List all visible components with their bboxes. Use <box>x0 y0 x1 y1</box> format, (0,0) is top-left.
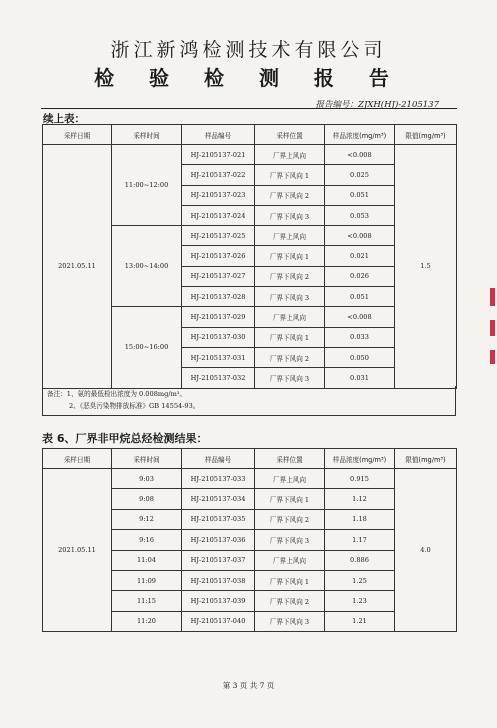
position-cell: 厂界下风向 1 <box>255 165 325 185</box>
concentration-cell: 0.886 <box>325 550 395 570</box>
sample-id-cell: HJ-2105137-027 <box>182 266 255 286</box>
position-cell: 厂界下风向 1 <box>255 489 325 509</box>
sample-id-cell: HJ-2105137-025 <box>182 226 255 246</box>
position-cell: 厂界下风向 2 <box>255 347 325 367</box>
sample-id-cell: HJ-2105137-031 <box>182 347 255 367</box>
ammonia-table <box>42 124 457 389</box>
position-cell: 厂界下风向 2 <box>255 591 325 611</box>
seal-fragment <box>490 350 495 364</box>
position-cell: 厂界上风向 <box>255 307 325 327</box>
sample-id-cell: HJ-2105137-032 <box>182 368 255 388</box>
position-cell: 厂界上风向 <box>255 226 325 246</box>
seal-fragment <box>490 320 495 336</box>
concentration-cell: <0.008 <box>325 307 395 327</box>
position-cell: 厂界下风向 1 <box>255 246 325 266</box>
limit-cell: 4.0 <box>395 469 457 632</box>
concentration-cell: 0.033 <box>325 327 395 347</box>
header-date: 采样日期 <box>43 125 112 145</box>
concentration-cell: 1.12 <box>325 489 395 509</box>
sample-time-cell: 11:04 <box>112 550 182 570</box>
nmhc-table <box>42 448 457 632</box>
concentration-cell: 0.051 <box>325 185 395 205</box>
sample-id-cell: HJ-2105137-030 <box>182 327 255 347</box>
header-sample-id: 样品编号 <box>182 125 255 145</box>
concentration-cell: 0.021 <box>325 246 395 266</box>
sample-id-cell: HJ-2105137-035 <box>182 509 255 529</box>
header-limit: 限值(mg/m³) <box>395 125 457 145</box>
header-time: 采样时间 <box>112 449 182 469</box>
sample-time-cell: 11:15 <box>112 591 182 611</box>
report-title: 检 验 检 测 报 告 <box>94 66 403 90</box>
position-cell: 厂界下风向 2 <box>255 509 325 529</box>
sample-id-cell: HJ-2105137-021 <box>182 145 255 165</box>
sample-time-cell: 9:12 <box>112 509 182 529</box>
position-cell: 厂界下风向 1 <box>255 570 325 590</box>
sample-id-cell: HJ-2105137-034 <box>182 489 255 509</box>
header-concentration: 样品浓度(mg/m³) <box>325 449 395 469</box>
sample-time-cell: 11:20 <box>112 611 182 631</box>
table-row <box>43 145 457 165</box>
sample-time-cell: 15:00~16:00 <box>112 307 182 388</box>
sample-time-cell: 11:00~12:00 <box>112 145 182 226</box>
sample-id-cell: HJ-2105137-026 <box>182 246 255 266</box>
sample-time-cell: 9:03 <box>112 469 182 489</box>
note-line: 备注：1、氨的最低检出浓度为 0.008mg/m³。 <box>47 390 187 398</box>
position-cell: 厂界下风向 3 <box>255 368 325 388</box>
position-cell: 厂界下风向 2 <box>255 266 325 286</box>
position-cell: 厂界上风向 <box>255 469 325 489</box>
position-cell: 厂界下风向 3 <box>255 611 325 631</box>
table-row <box>43 469 457 489</box>
concentration-cell: 1.17 <box>325 530 395 550</box>
report-number: 报告编号：ZJXH(HJ)-2105137 <box>315 100 439 110</box>
sample-id-cell: HJ-2105137-040 <box>182 611 255 631</box>
sample-id-cell: HJ-2105137-024 <box>182 205 255 225</box>
concentration-cell: 0.026 <box>325 266 395 286</box>
position-cell: 厂界下风向 3 <box>255 205 325 225</box>
concentration-cell: <0.008 <box>325 226 395 246</box>
sample-id-cell: HJ-2105137-029 <box>182 307 255 327</box>
sample-id-cell: HJ-2105137-033 <box>182 469 255 489</box>
seal-fragment <box>490 288 495 306</box>
concentration-cell: 1.23 <box>325 591 395 611</box>
sample-time-cell: 11:09 <box>112 570 182 590</box>
concentration-cell: 0.050 <box>325 347 395 367</box>
header-position: 采样位置 <box>255 125 325 145</box>
header-concentration: 样品浓度(mg/m³) <box>325 125 395 145</box>
position-cell: 厂界下风向 3 <box>255 287 325 307</box>
concentration-cell: 1.21 <box>325 611 395 631</box>
header-rule <box>41 108 457 109</box>
sample-time-cell: 13:00~14:00 <box>112 226 182 307</box>
sample-id-cell: HJ-2105137-023 <box>182 185 255 205</box>
sample-date-cell: 2021.05.11 <box>43 145 112 389</box>
header-sample-id: 样品编号 <box>182 449 255 469</box>
sample-id-cell: HJ-2105137-038 <box>182 570 255 590</box>
note-line: 2、《恶臭污染物排放标准》GB 14554-93。 <box>69 402 200 410</box>
company-name: 浙江新鸿检测技术有限公司 <box>110 39 387 61</box>
concentration-cell: 0.025 <box>325 165 395 185</box>
position-cell: 厂界下风向 1 <box>255 327 325 347</box>
concentration-cell: 0.915 <box>325 469 395 489</box>
position-cell: 厂界上风向 <box>255 145 325 165</box>
concentration-cell: 0.053 <box>325 205 395 225</box>
sample-id-cell: HJ-2105137-037 <box>182 550 255 570</box>
table-header-row <box>43 125 457 145</box>
page-footer: 第 3 页 共 7 页 <box>222 681 275 690</box>
header-position: 采样位置 <box>255 449 325 469</box>
sample-id-cell: HJ-2105137-022 <box>182 165 255 185</box>
concentration-cell: 0.031 <box>325 368 395 388</box>
header-date: 采样日期 <box>43 449 112 469</box>
table-header-row <box>43 449 457 469</box>
table-notes <box>42 386 456 416</box>
position-cell: 厂界下风向 3 <box>255 530 325 550</box>
concentration-cell: 1.18 <box>325 509 395 529</box>
sample-id-cell: HJ-2105137-036 <box>182 530 255 550</box>
header-time: 采样时间 <box>112 125 182 145</box>
concentration-cell: 0.051 <box>325 287 395 307</box>
sample-time-cell: 9:16 <box>112 530 182 550</box>
continued-label: 续上表： <box>43 113 85 125</box>
section-title: 表 6、厂界非甲烷总烃检测结果： <box>42 432 208 445</box>
concentration-cell: 1.25 <box>325 570 395 590</box>
sample-id-cell: HJ-2105137-039 <box>182 591 255 611</box>
sample-time-cell: 9:08 <box>112 489 182 509</box>
concentration-cell: <0.008 <box>325 145 395 165</box>
position-cell: 厂界上风向 <box>255 550 325 570</box>
header-limit: 限值(mg/m³) <box>395 449 457 469</box>
sample-id-cell: HJ-2105137-028 <box>182 287 255 307</box>
limit-cell: 1.5 <box>395 145 457 389</box>
sample-date-cell: 2021.05.11 <box>43 469 112 632</box>
position-cell: 厂界下风向 2 <box>255 185 325 205</box>
